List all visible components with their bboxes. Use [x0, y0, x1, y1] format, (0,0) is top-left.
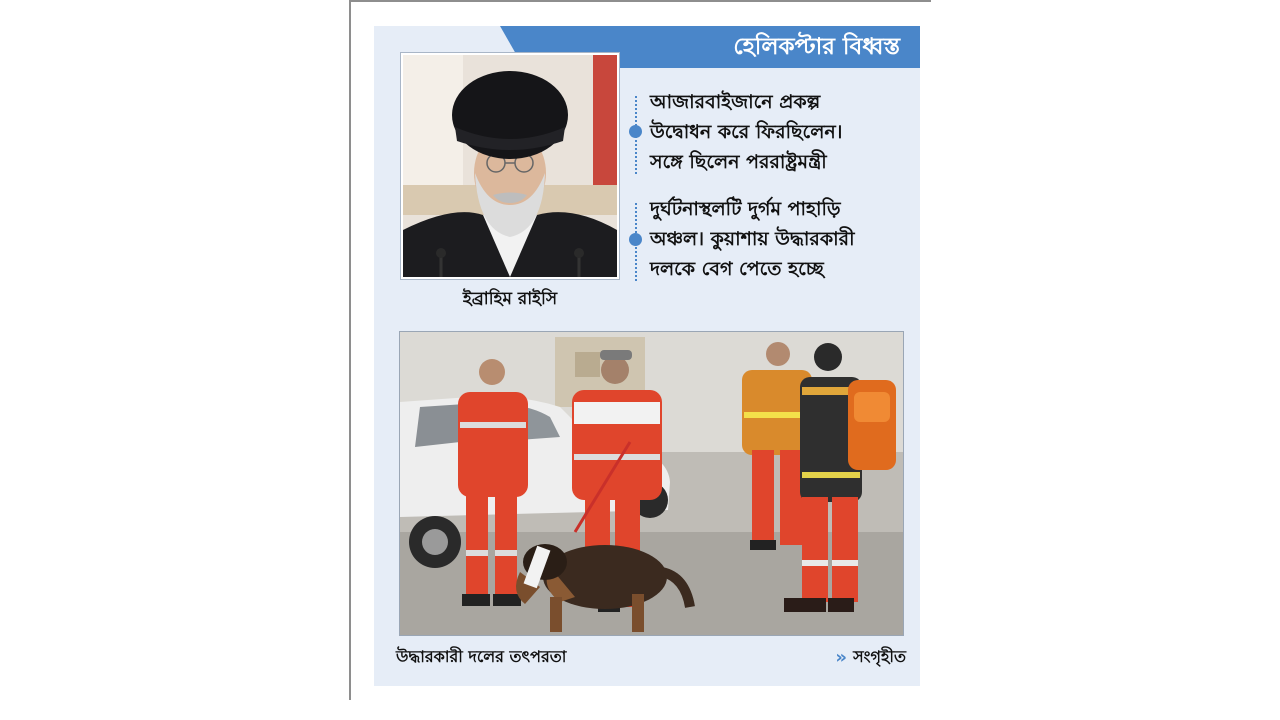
bullet-2-text: দুর্ঘটনাস্থলটি দুর্গম পাহাড়ি অঞ্চল। কুয়াশায় উদ্ধারকারী দলকে বেগ পেতে হচ্ছে — [650, 198, 855, 280]
frame-left-border — [349, 0, 351, 700]
bullet-2-dot-icon — [629, 233, 642, 246]
rescue-team-photo — [399, 331, 904, 636]
frame-top-border — [349, 0, 931, 2]
bullet-1-dot-icon — [629, 125, 642, 138]
photo-caption: উদ্ধারকারী দলের তৎপরতা — [396, 647, 567, 666]
portrait-photo — [401, 53, 619, 279]
double-chevron-icon: » — [835, 647, 848, 668]
source-credit — [835, 644, 906, 671]
portrait-caption: ইব্রাহিম রাইসি — [462, 289, 558, 309]
bullet-1-text: আজারবাইজানে প্রকল্প উদ্বোধন করে ফিরছিলেন। সঙ্গে ছিলেন পররাষ্ট্রমন্ত্রী — [650, 91, 843, 173]
source-credit-text: সংগৃহীত — [853, 647, 906, 666]
header-title: হেলিকপ্টার বিধ্বস্ত — [733, 34, 900, 60]
